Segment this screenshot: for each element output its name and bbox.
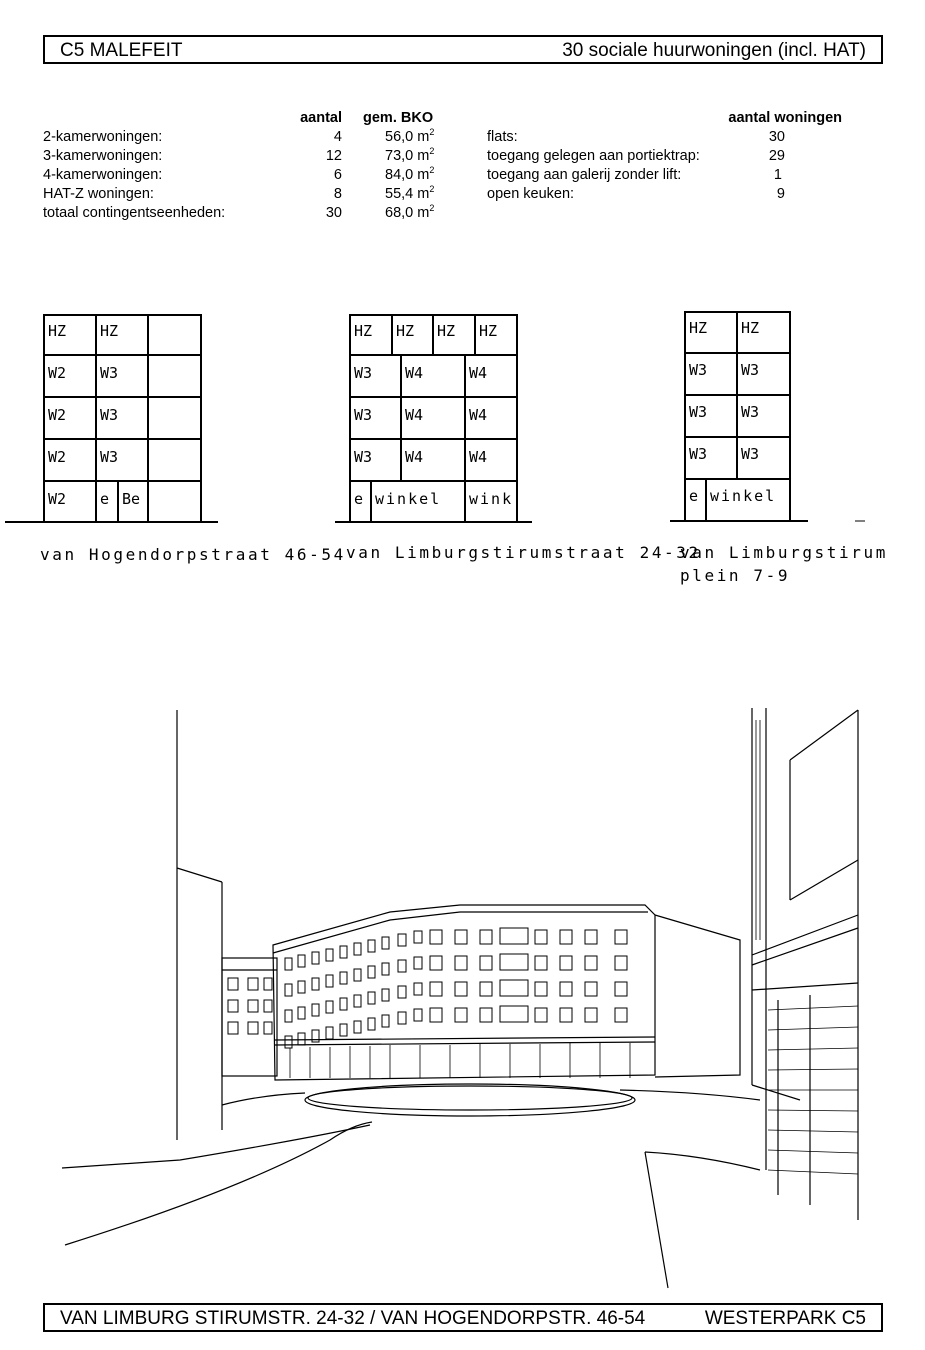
access-value: 1 — [773, 167, 782, 183]
unit-label: W3 — [689, 403, 708, 421]
access-value: 9 — [776, 186, 785, 202]
unit-label: HZ — [437, 322, 456, 340]
unit-label: W3 — [741, 445, 760, 463]
unit-label: e — [354, 490, 364, 508]
header-banner — [43, 35, 883, 64]
unit-label: HZ — [396, 322, 415, 340]
unit-label: W3 — [689, 361, 708, 379]
unit-label: Be — [122, 490, 141, 508]
access-value: 29 — [768, 148, 785, 164]
unit-label: W3 — [741, 403, 760, 421]
unit-label: e — [689, 487, 699, 505]
unit-label: W4 — [405, 364, 424, 382]
unit-label: W3 — [741, 361, 760, 379]
caption-limburgstirum-line1: van Limburgstirum — [680, 543, 888, 562]
unit-label: winkel — [375, 490, 442, 508]
caption-limburgstirum-line2: plein 7-9 — [680, 566, 791, 585]
stats-label: 2-kamerwoningen: — [43, 129, 163, 145]
stats-bko: 68,0 $m^2$ — [385, 203, 435, 221]
stats-bko: 84,0 $m^2$ — [385, 165, 435, 183]
access-label: flats: — [487, 129, 518, 145]
unit-label: W4 — [405, 448, 424, 466]
unit-label: wink — [469, 490, 514, 508]
unit-label: W3 — [100, 364, 119, 382]
stats-aantal: 30 — [325, 205, 342, 221]
col-header-aantal: aantal — [300, 110, 342, 126]
unit-label: W4 — [469, 448, 488, 466]
stats-label: HAT-Z woningen: — [43, 186, 154, 202]
stats-aantal: 12 — [325, 148, 342, 164]
unit-label: HZ — [479, 322, 498, 340]
unit-label: HZ — [48, 322, 67, 340]
stats-label: 3-kamerwoningen: — [43, 148, 163, 164]
unit-label: W3 — [100, 406, 119, 424]
unit-label: W2 — [48, 364, 67, 382]
unit-label: HZ — [741, 319, 760, 337]
unit-label: W3 — [689, 445, 708, 463]
unit-label: HZ — [354, 322, 373, 340]
stats-bko: 55,4 $m^2$ — [385, 184, 435, 202]
project-code: C5 MALEFEIT — [60, 40, 183, 61]
unit-label: W4 — [405, 406, 424, 424]
access-label: open keuken: — [487, 186, 575, 202]
unit-label: winkel — [710, 487, 777, 505]
access-label: toegang gelegen aan portiektrap: — [487, 148, 700, 164]
unit-label: HZ — [100, 322, 119, 340]
unit-label: W4 — [469, 364, 488, 382]
stats-bko: 73,0 $m^2$ — [385, 146, 435, 164]
stats-aantal: 4 — [333, 129, 342, 145]
project-summary: 30 sociale huurwoningen (incl. HAT) — [562, 40, 866, 61]
stats-label: 4-kamerwoningen: — [43, 167, 163, 183]
unit-label: W2 — [48, 490, 67, 508]
unit-label: W3 — [354, 448, 373, 466]
unit-label: W2 — [48, 448, 67, 466]
col-header-bko: gem. BKO — [363, 110, 434, 126]
stats-bko: 56,0 $m^2$ — [385, 127, 435, 145]
perspective-street-drawing — [0, 700, 925, 1290]
stats-label: totaal contingentseenheden: — [43, 205, 226, 221]
footer-address: VAN LIMBURG STIRUMSTR. 24-32 / VAN HOGENDORPSTR. 46-54 — [60, 1308, 646, 1329]
unit-label: W2 — [48, 406, 67, 424]
col-header-aantal-woningen: aantal woningen — [728, 110, 842, 126]
stats-aantal: 6 — [333, 167, 342, 183]
caption-limburgstirumstraat: van Limburgstirumstraat 24-32 — [346, 543, 701, 562]
unit-label: HZ — [689, 319, 708, 337]
unit-label: W3 — [100, 448, 119, 466]
footer-banner — [43, 1303, 883, 1332]
unit-label: W3 — [354, 364, 373, 382]
footer-project: WESTERPARK C5 — [704, 1308, 866, 1329]
access-label: toegang aan galerij zonder lift: — [487, 167, 682, 183]
unit-label: W3 — [354, 406, 373, 424]
unit-label: W4 — [469, 406, 488, 424]
stats-aantal: 8 — [333, 186, 342, 202]
unit-label: e — [100, 490, 110, 508]
access-value: 30 — [768, 129, 785, 145]
caption-hogendorpstraat: van Hogendorpstraat 46-54 — [40, 545, 346, 564]
